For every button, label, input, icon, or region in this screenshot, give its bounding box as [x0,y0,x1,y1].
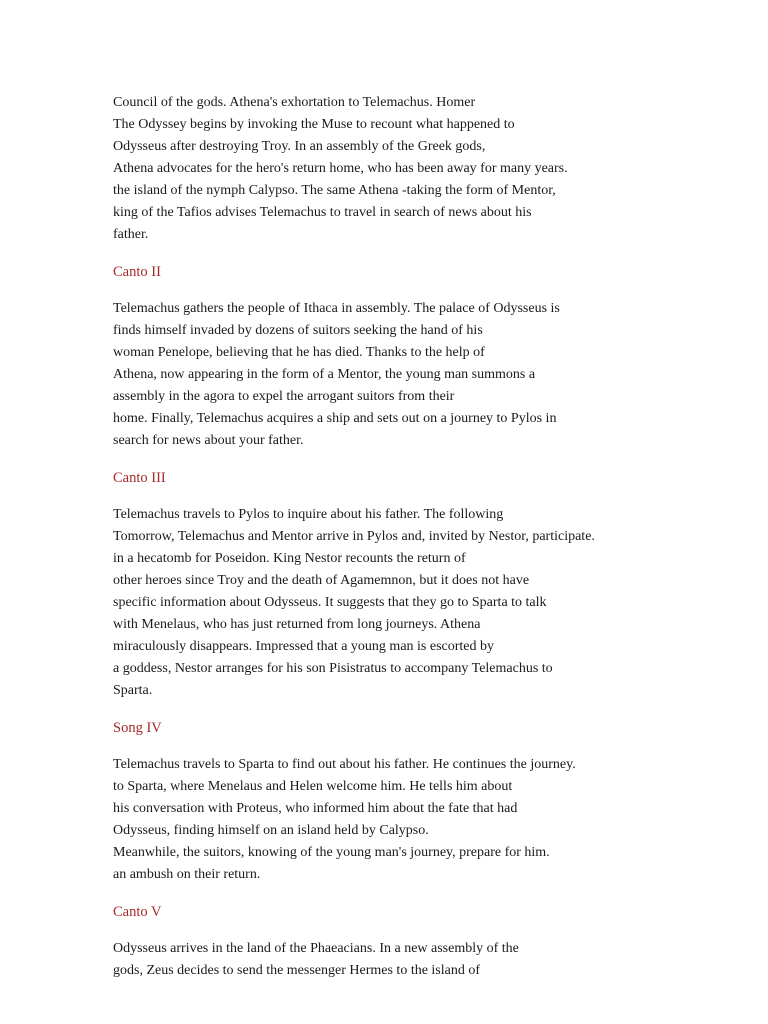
text-line: gods, Zeus decides to send the messenger Hermes to the island of [113,963,481,978]
text-line: assembly in the agora to expel the arrogant suitors from their [113,389,455,404]
song-iv-paragraph [113,754,753,886]
text-line: with Menelaus, who has just returned from long journeys. Athena [113,617,481,632]
text-line: Council of the gods. Athena's exhortation to Telemachus. Homer [113,95,476,110]
document-page [113,92,753,982]
text-line: king of the Tafios advises Telemachus to travel in search of news about his [113,205,532,220]
text-line: father. [113,227,149,242]
text-line: Telemachus travels to Pylos to inquire about his father. The following [113,507,504,522]
text-line: specific information about Odysseus. It suggests that they go to Sparta to talk [113,595,547,610]
intro-paragraph [113,92,753,246]
text-line: an ambush on their return. [113,867,261,882]
text-line: Telemachus gathers the people of Ithaca in assembly. The palace of Odysseus is [113,301,560,316]
text-line: in a hecatomb for Poseidon. King Nestor recounts the return of [113,551,466,566]
text-line: the island of the nymph Calypso. The same Athena -taking the form of Mentor, [113,183,556,198]
text-line: to Sparta, where Menelaus and Helen welcome him. He tells him about [113,779,513,794]
text-line: Athena, now appearing in the form of a Mentor, the young man summons a [113,367,536,382]
text-line: finds himself invaded by dozens of suitors seeking the hand of his [113,323,483,338]
section-heading-canto-iii: Canto III [113,470,166,486]
canto-iii-paragraph [113,504,753,702]
section-heading-canto-ii: Canto II [113,264,161,280]
text-line: Tomorrow, Telemachus and Mentor arrive in Pylos and, invited by Nestor, participate. [113,529,595,544]
text-line: search for news about your father. [113,433,304,448]
section-heading-canto-v: Canto V [113,904,162,920]
text-line: Sparta. [113,683,153,698]
canto-ii-paragraph [113,298,753,452]
canto-v-paragraph [113,938,753,982]
text-line: Odysseus arrives in the land of the Phaeacians. In a new assembly of the [113,941,519,956]
text-line: Odysseus, finding himself on an island held by Calypso. [113,823,429,838]
text-line: Meanwhile, the suitors, knowing of the young man's journey, prepare for him. [113,845,550,860]
text-line: Telemachus travels to Sparta to find out about his father. He continues the journey. [113,757,576,772]
section-heading-song-iv: Song IV [113,720,162,736]
text-line: miraculously disappears. Impressed that a young man is escorted by [113,639,495,654]
text-line: home. Finally, Telemachus acquires a ship and sets out on a journey to Pylos in [113,411,557,426]
text-line: his conversation with Proteus, who informed him about the fate that had [113,801,518,816]
text-line: other heroes since Troy and the death of Agamemnon, but it does not have [113,573,530,588]
text-line: Athena advocates for the hero's return home, who has been away for many years. [113,161,568,176]
text-line: woman Penelope, believing that he has died. Thanks to the help of [113,345,485,360]
text-line: a goddess, Nestor arranges for his son Pisistratus to accompany Telemachus to [113,661,553,676]
text-line: Odysseus after destroying Troy. In an assembly of the Greek gods, [113,139,486,154]
text-line: The Odyssey begins by invoking the Muse to recount what happened to [113,117,515,132]
